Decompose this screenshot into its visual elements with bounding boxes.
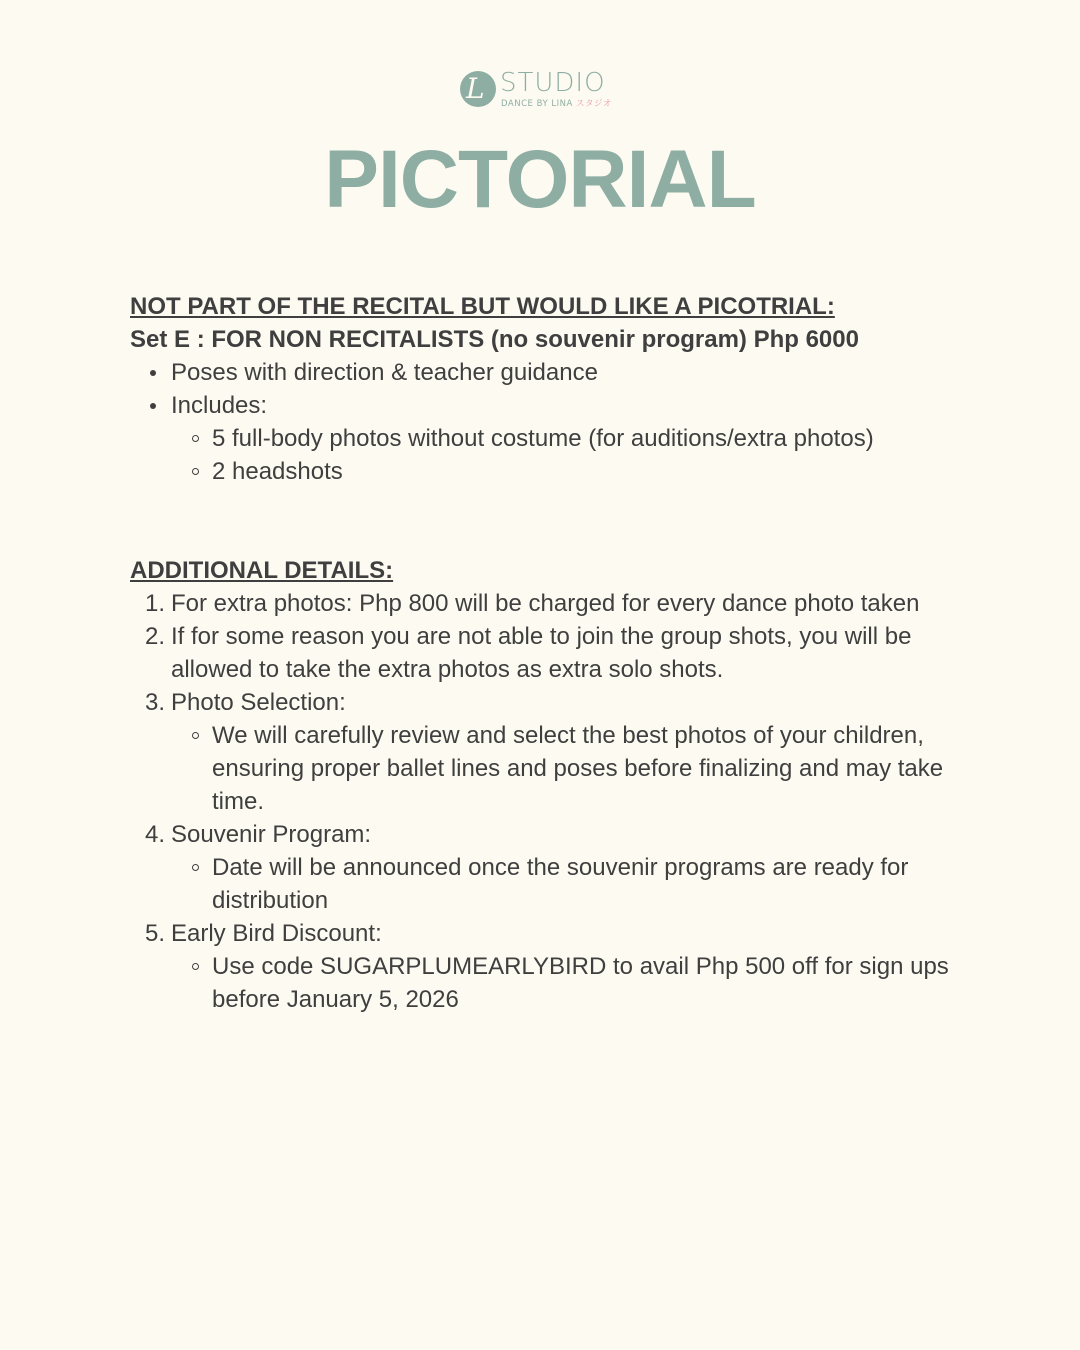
list-item — [145, 587, 960, 620]
item-text: If for some reason you are not able to join the group shots, you will be allowed to take the extra photos as extra solo shots. — [171, 623, 912, 683]
item-number: 5. — [145, 920, 166, 947]
bullet-text: Includes: — [171, 392, 268, 419]
set-e-line: Set E : FOR NON RECITALISTS (no souvenir program) Php 6000 — [130, 326, 859, 353]
item-number: 2. — [145, 623, 166, 650]
item-text: Early Bird Discount: — [171, 920, 382, 947]
sub-list-item: We will carefully review and select the best photos of your children, ensuring proper ballet lines and poses before finalizing and may take time. — [212, 719, 960, 818]
bullet-text: Poses with direction & teacher guidance — [171, 359, 598, 386]
list-item — [145, 686, 960, 818]
logo-subtitle-text: DANCE BY LINA — [501, 99, 573, 109]
content — [130, 290, 960, 1016]
sub-list-item: 2 headshots — [212, 455, 960, 488]
sub-list — [171, 851, 960, 917]
item-number: 1. — [145, 590, 166, 617]
item-number: 4. — [145, 821, 166, 848]
includes-list — [171, 422, 960, 488]
sub-list — [171, 719, 960, 818]
item-number: 3. — [145, 689, 166, 716]
set-e-bullets — [130, 356, 960, 488]
logo-wordmark: STUDIO — [500, 68, 606, 98]
list-item — [171, 389, 960, 488]
sub-list-item: 5 full-body photos without costume (for auditions/extra photos) — [212, 422, 960, 455]
logo-letter: L — [466, 72, 485, 105]
item-text: Souvenir Program: — [171, 821, 372, 848]
sub-list — [171, 950, 960, 1016]
list-item — [145, 818, 960, 917]
section2-heading: ADDITIONAL DETAILS: — [130, 557, 394, 584]
page-title: PICTORIAL — [324, 134, 756, 225]
list-item — [145, 620, 960, 686]
studio-logo — [460, 68, 630, 112]
details-list — [130, 587, 960, 1016]
logo-subtitle-jp: スタジオ — [575, 99, 612, 109]
list-item — [171, 356, 960, 389]
item-text: Photo Selection: — [171, 689, 346, 716]
sub-list-item: Use code SUGARPLUMEARLYBIRD to avail Php 500 off for sign ups before January 5, 2026 — [212, 950, 960, 1016]
section1-heading: NOT PART OF THE RECITAL BUT WOULD LIKE A PICOTRIAL: — [130, 293, 835, 320]
logo-circle-icon — [460, 71, 496, 107]
sub-list-item: Date will be announced once the souvenir programs are ready for distribution — [212, 851, 960, 917]
logo-subtitle — [501, 97, 612, 109]
section-spacer — [130, 488, 960, 554]
item-text: For extra photos: Php 800 will be charged for every dance photo taken — [171, 590, 920, 617]
list-item — [145, 917, 960, 1016]
